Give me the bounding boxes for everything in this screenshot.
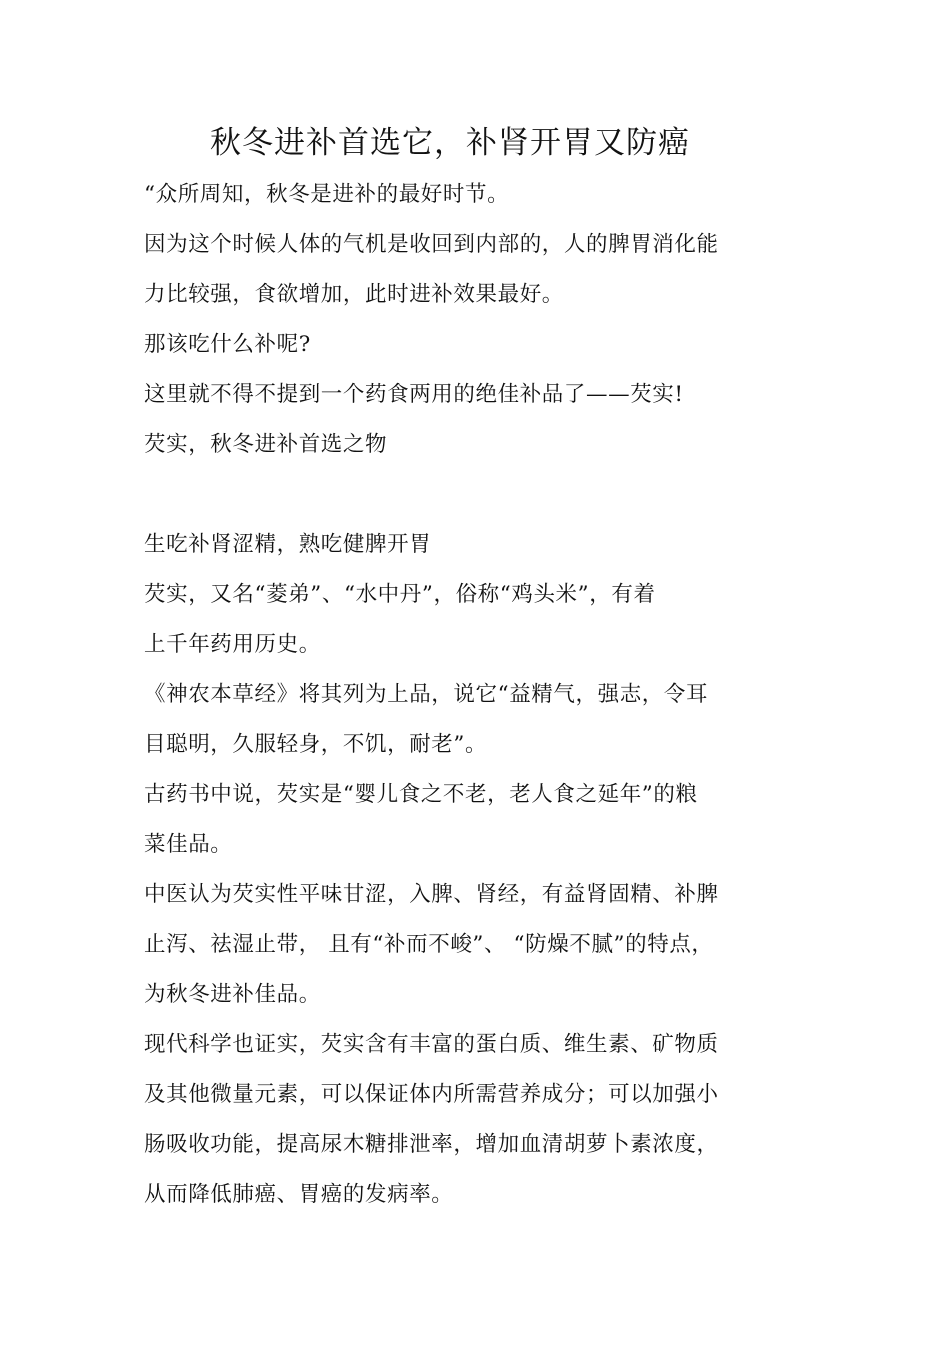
blank-line xyxy=(144,470,904,520)
document-body xyxy=(144,170,904,1220)
text-line: 那该吃什么补呢? xyxy=(144,332,311,357)
text-line: 《神农本草经》将其列为上品，说它“益精气，强志，令耳 xyxy=(144,682,709,707)
text-line: “众所周知，秋冬是进补的最好时节。 xyxy=(144,182,510,207)
text-line: 目聪明，久服轻身，不饥，耐老”。 xyxy=(144,732,488,757)
text-line: 这里就不得不提到一个药食两用的绝佳补品了——芡实! xyxy=(144,382,684,407)
text-line: 上千年药用历史。 xyxy=(144,632,321,657)
text-line: 及其他微量元素，可以保证体内所需营养成分；可以加强小 xyxy=(144,1082,719,1107)
text-line: 因为这个时候人体的气机是收回到内部的，人的脾胃消化能 xyxy=(144,232,719,257)
text-line: 生吃补肾涩精，熟吃健脾开胃 xyxy=(144,532,432,557)
text-line: 力比较强，食欲增加，此时进补效果最好。 xyxy=(144,282,564,307)
text-line: 芡实，又名“菱弟”、“水中丹”，俗称“鸡头米”，有着 xyxy=(144,582,656,607)
document-title: 秋冬进补首选它，补肾开胃又防癌 xyxy=(210,125,690,161)
text-line: 古药书中说，芡实是“婴儿食之不老，老人食之延年”的粮 xyxy=(144,782,698,807)
text-line: 中医认为芡实性平味甘涩，入脾、肾经，有益肾固精、补脾 xyxy=(144,882,719,907)
text-line: 菜佳品。 xyxy=(144,832,233,857)
text-line: 现代科学也证实，芡实含有丰富的蛋白质、维生素、矿物质 xyxy=(144,1032,719,1057)
text-line: 芡实，秋冬进补首选之物 xyxy=(144,432,388,457)
text-line: 肠吸收功能，提高尿木糖排泄率，增加血清胡萝卜素浓度， xyxy=(144,1132,719,1157)
text-line: 为秋冬进补佳品。 xyxy=(144,982,321,1007)
text-line: 从而降低肺癌、胃癌的发病率。 xyxy=(144,1182,454,1207)
text-line: 止泻、祛湿止带， 且有“补而不峻”、 “防燥不腻”的特点， xyxy=(144,932,714,957)
